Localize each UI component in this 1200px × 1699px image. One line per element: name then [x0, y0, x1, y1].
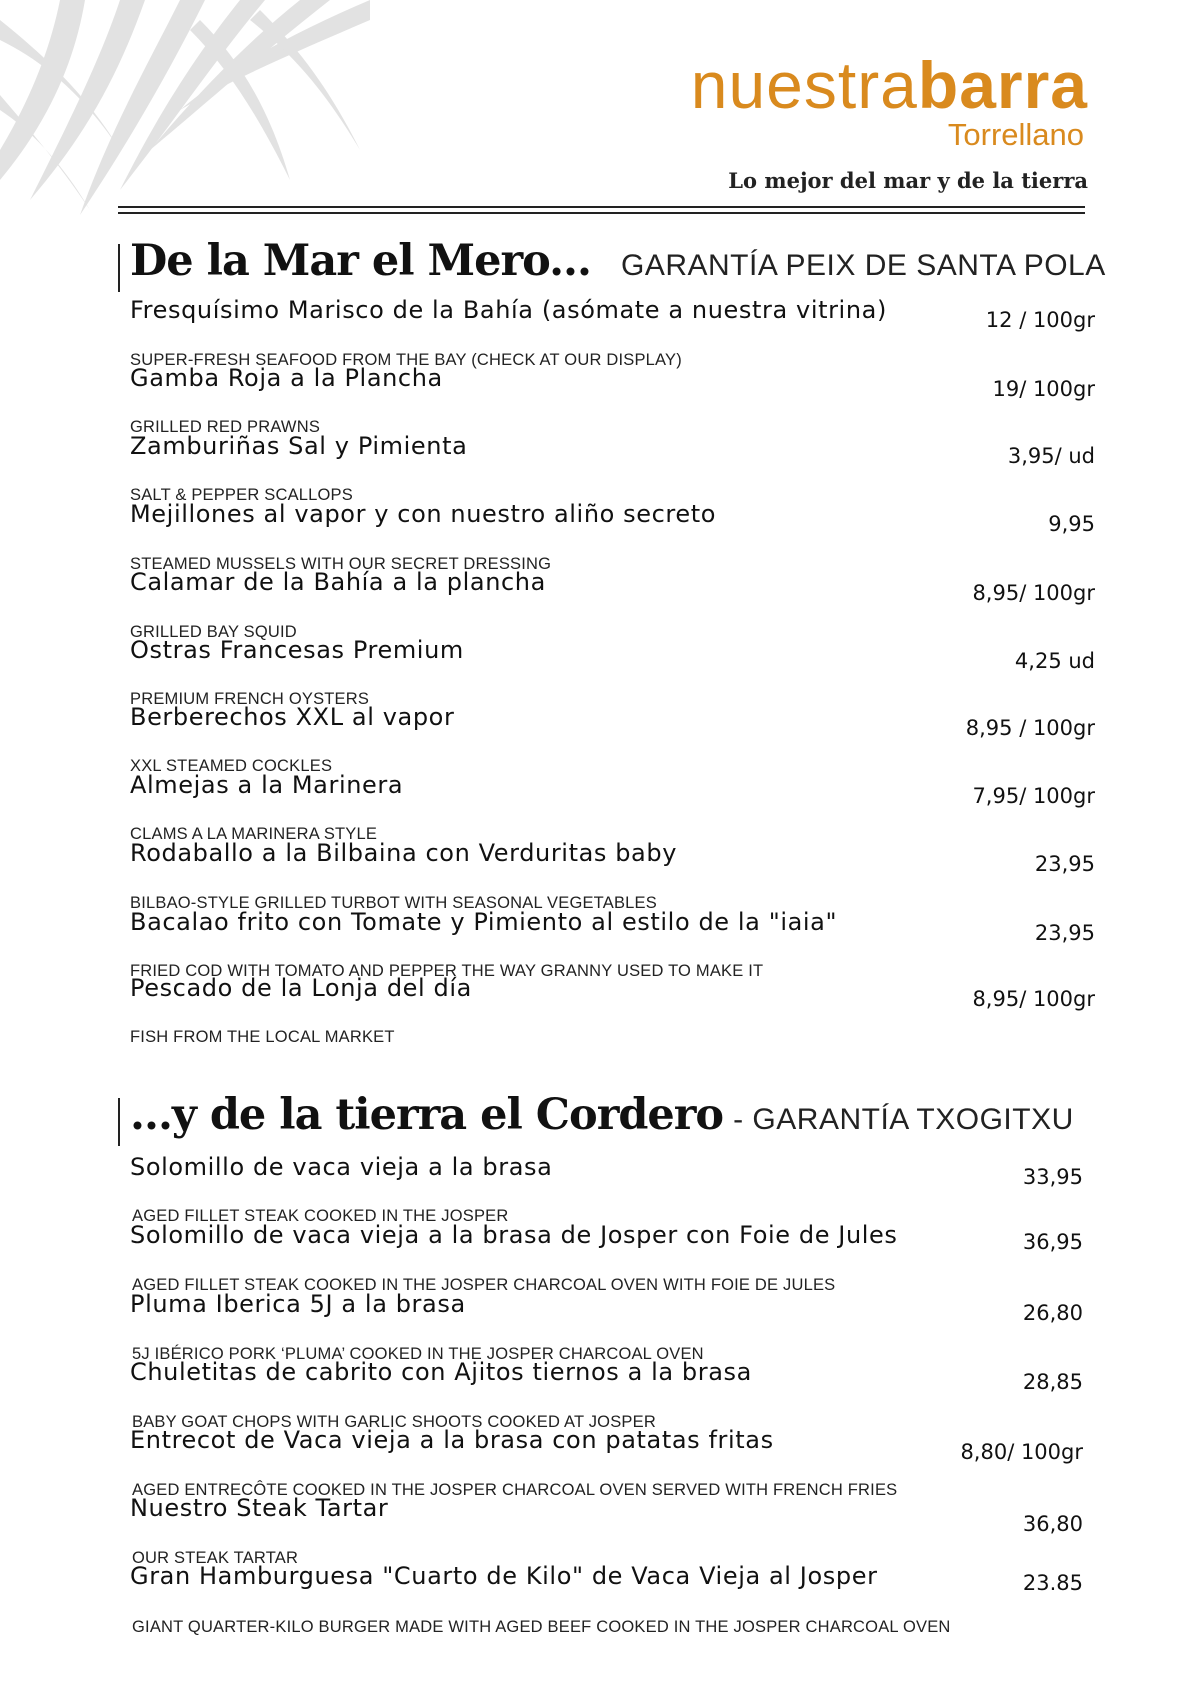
dish-name: Mejillones al vapor y con nuestro aliño secreto: [130, 500, 717, 528]
dish-price: 8,95 / 100gr: [965, 716, 1095, 740]
header-divider-bottom: [118, 212, 1085, 214]
dish-price: 7,95/ 100gr: [972, 784, 1095, 808]
dish-price: 8,95/ 100gr: [972, 987, 1095, 1011]
dish-description: CLAMS A LA MARINERA STYLE: [130, 825, 378, 843]
dish-name: Rodaballo a la Bilbaina con Verduritas baby: [130, 839, 678, 867]
brand-location: Torrellano: [947, 117, 1084, 152]
dish-price: 23,95: [1034, 921, 1095, 945]
dish-description: SALT & PEPPER SCALLOPS: [130, 486, 353, 504]
dish-description: AGED FILLET STEAK COOKED IN THE JOSPER: [132, 1207, 509, 1225]
dish-name: Bacalao frito con Tomate y Pimiento al estilo de la "iaia": [130, 908, 838, 936]
dish-name: Entrecot de Vaca vieja a la brasa con patatas fritas: [130, 1426, 774, 1454]
section-bar: [118, 1098, 120, 1146]
dish-price: 4,25 ud: [1014, 649, 1095, 673]
dish-description: SUPER-FRESH SEAFOOD FROM THE BAY (CHECK AT OUR DISPLAY): [130, 351, 682, 369]
dish-name: Gran Hamburguesa "Cuarto de Kilo" de Vaca Vieja al Josper: [130, 1562, 878, 1590]
dish-name: Ostras Francesas Premium: [130, 636, 464, 664]
section-title-sea: [118, 236, 1106, 286]
dish-description: OUR STEAK TARTAR: [132, 1549, 299, 1567]
section-title-land: [118, 1090, 1074, 1140]
dish-description: AGED ENTRECÔTE COOKED IN THE JOSPER CHARCOAL OVEN SERVED WITH FRENCH FRIES: [132, 1481, 898, 1499]
brand-name-light: nuestra: [690, 48, 918, 122]
dish-name: Gamba Roja a la Plancha: [130, 364, 443, 392]
dish-name: Zamburiñas Sal y Pimienta: [130, 432, 468, 460]
dish-name: Solomillo de vaca vieja a la brasa de Josper con Foie de Jules: [130, 1221, 898, 1249]
dish-description: FRIED COD WITH TOMATO AND PEPPER THE WAY GRANNY USED TO MAKE IT: [130, 962, 764, 980]
dish-price: 3,95/ ud: [1007, 444, 1095, 468]
dish-price: 9,95: [1048, 512, 1095, 536]
dish-price: 36,95: [1022, 1230, 1083, 1254]
dish-price: 19/ 100gr: [992, 377, 1095, 401]
section-bar: [118, 244, 120, 292]
brand-logo: [690, 48, 1088, 152]
dish-description: GRILLED BAY SQUID: [130, 623, 297, 641]
dish-description: XXL STEAMED COCKLES: [130, 757, 333, 775]
dish-name: Pescado de la Lonja del día: [130, 974, 472, 1002]
dish-description: FISH FROM THE LOCAL MARKET: [130, 1028, 395, 1046]
dish-name: Pluma Iberica 5J a la brasa: [130, 1290, 466, 1318]
dish-name: Almejas a la Marinera: [130, 771, 404, 799]
dish-description: STEAMED MUSSELS WITH OUR SECRET DRESSING: [130, 555, 552, 573]
section-heading: ...y de la tierra el Cordero: [130, 1090, 724, 1140]
dish-name: Solomillo de vaca vieja a la brasa: [130, 1153, 553, 1181]
dish-price: 28,85: [1022, 1370, 1083, 1394]
dish-description: AGED FILLET STEAK COOKED IN THE JOSPER CHARCOAL OVEN WITH FOIE DE JULES: [132, 1276, 836, 1294]
dish-description: PREMIUM FRENCH OYSTERS: [130, 690, 370, 708]
tagline: Lo mejor del mar y de la tierra: [728, 168, 1088, 193]
dish-name: Fresquísimo Marisco de la Bahía (asómate a nuestra vitrina): [130, 296, 887, 324]
brand-name: [690, 48, 1088, 122]
dish-description: GIANT QUARTER-KILO BURGER MADE WITH AGED BEEF COOKED IN THE JOSPER CHARCOAL OVEN: [132, 1618, 951, 1636]
dish-price: 33,95: [1022, 1165, 1083, 1189]
dish-price: 23,95: [1034, 852, 1095, 876]
brand-name-bold: barra: [917, 48, 1088, 122]
section-heading: De la Mar el Mero...: [130, 236, 591, 286]
dish-price: 26,80: [1022, 1301, 1083, 1325]
dish-name: Berberechos XXL al vapor: [130, 703, 455, 731]
dish-price: 12 / 100gr: [985, 308, 1095, 332]
dish-price: 36,80: [1022, 1512, 1083, 1536]
dish-price: 23.85: [1022, 1571, 1083, 1595]
dish-name: Chuletitas de cabrito con Ajitos tiernos a la brasa: [130, 1358, 752, 1386]
dish-price: 8,80/ 100gr: [960, 1440, 1083, 1464]
header-divider-top: [118, 206, 1085, 208]
section-subheading: - GARANTÍA TXOGITXU: [733, 1103, 1074, 1136]
dish-name: Calamar de la Bahía a la plancha: [130, 568, 546, 596]
palm-leaf-shadow-icon: [0, 0, 380, 220]
dish-name: Nuestro Steak Tartar: [130, 1494, 389, 1522]
dish-price: 8,95/ 100gr: [972, 581, 1095, 605]
dish-description: BABY GOAT CHOPS WITH GARLIC SHOOTS COOKED AT JOSPER: [132, 1413, 656, 1431]
dish-description: 5J IBÉRICO PORK ‘PLUMA’ COOKED IN THE JOSPER CHARCOAL OVEN: [132, 1345, 704, 1363]
section-subheading: GARANTÍA PEIX DE SANTA POLA: [620, 249, 1106, 282]
dish-description: BILBAO-STYLE GRILLED TURBOT WITH SEASONAL VEGETABLES: [130, 894, 657, 912]
dish-description: GRILLED RED PRAWNS: [130, 418, 321, 436]
